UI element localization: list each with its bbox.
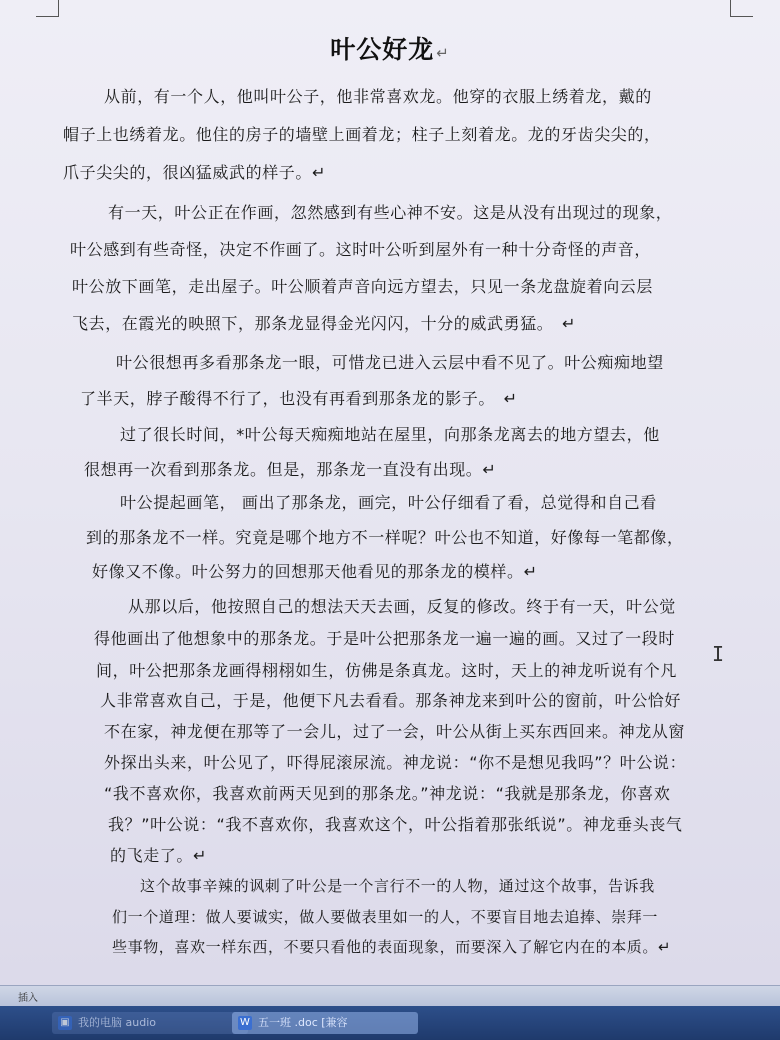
i-beam-cursor-icon: I [712, 642, 725, 666]
text-line[interactable]: 了半天，脖子酸得不行了，也没有再看到那条龙的影子。 ↵ [80, 389, 518, 408]
text-line[interactable]: 飞去，在霞光的映照下，那条龙显得金光闪闪，十分的威武勇猛。 ↵ [72, 314, 577, 333]
text-line[interactable]: 叶公很想再多看那条龙一眼，可惜龙已进入云层中看不见了。叶公痴痴地望 [116, 353, 664, 372]
text-line[interactable]: 叶公感到有些奇怪，决定不作画了。这时叶公听到屋外有一种十分奇怪的声音， [70, 240, 652, 259]
taskbar-item-label: 五一班 .doc [兼容 [258, 1016, 348, 1029]
text-line[interactable]: 们一个道理：做人要诚实，做人要做表里如一的人，不要盲目地去追捧、崇拜一 [112, 908, 659, 926]
taskbar-item-word-document[interactable] [232, 1012, 418, 1034]
word-document-icon: W [238, 1016, 252, 1030]
text-line[interactable]: 外探出头来，叶公见了，吓得屁滚尿流。神龙说：“你不是想见我吗”？叶公说： [104, 753, 687, 772]
text-line[interactable]: 爪子尖尖的，很凶猛威武的样子。↵ [63, 163, 327, 182]
text-line[interactable]: 过了很长时间，*叶公每天痴痴地站在屋里，向那条龙离去的地方望去，他 [120, 425, 660, 444]
folder-icon: ▣ [58, 1016, 72, 1030]
text-line[interactable]: 有一天，叶公正在作画，忽然感到有些心神不安。这是从没有出现过的现象， [108, 203, 673, 222]
text-line[interactable]: 不在家，神龙便在那等了一会儿，过了一会，叶公从街上买东西回来。神龙从窗 [104, 722, 686, 741]
text-line[interactable]: 帽子上也绣着龙。他住的房子的墙壁上画着龙；柱子上刻着龙。龙的牙齿尖尖的， [63, 125, 661, 144]
paragraph-mark: ↵ [436, 44, 450, 62]
text-line[interactable]: 从那以后，他按照自己的想法天天去画，反复的修改。终于有一天，叶公觉 [128, 597, 676, 616]
text-line[interactable]: 这个故事辛辣的讽刺了叶公是一个言行不一的人物，通过这个故事，告诉我 [140, 877, 655, 895]
taskbar-item-my-computer[interactable] [52, 1012, 248, 1034]
insert-mode-indicator[interactable]: 插入 [18, 993, 38, 1004]
margin-corner-mark-left [36, 0, 59, 17]
taskbar [0, 1006, 780, 1040]
margin-corner-mark-right [730, 0, 753, 17]
text-line[interactable]: 叶公放下画笔，走出屋子。叶公顺着声音向远方望去，只见一条龙盘旋着向云层 [72, 277, 654, 296]
text-line[interactable]: 些事物，喜欢一样东西，不要只看他的表面现象，而要深入了解它内在的本质。↵ [112, 938, 672, 956]
text-line[interactable]: 人非常喜欢自己，于是，他便下凡去看看。那条神龙来到叶公的窗前，叶公恰好 [100, 691, 682, 710]
text-line[interactable]: 到的那条龙不一样。究竟是哪个地方不一样呢？叶公也不知道，好像每一笔都像， [86, 528, 684, 547]
document-title-text[interactable]: 叶公好龙 [330, 35, 435, 64]
taskbar-item-label: 我的电脑 audio [78, 1016, 156, 1029]
text-line[interactable]: 叶公提起画笔， 画出了那条龙，画完，叶公仔细看了看，总觉得和自己看 [120, 493, 657, 512]
text-line[interactable]: 的飞走了。↵ [110, 846, 208, 865]
text-line[interactable]: “我不喜欢你，我喜欢前两天见到的那条龙。”神龙说：“我就是那条龙，你喜欢 [104, 784, 671, 803]
document-title[interactable] [0, 30, 780, 66]
text-line[interactable]: 好像又不像。叶公努力的回想那天他看见的那条龙的模样。↵ [92, 562, 538, 581]
text-line[interactable]: 从前，有一个人，他叫叶公子，他非常喜欢龙。他穿的衣服上绣着龙，戴的 [104, 87, 652, 106]
text-line[interactable]: 很想再一次看到那条龙。但是，那条龙一直没有出现。↵ [84, 460, 497, 479]
text-line[interactable]: 得他画出了他想象中的那条龙。于是叶公把那条龙一遍一遍的画。又过了一段时 [94, 629, 676, 648]
text-line[interactable]: 我？”叶公说：“我不喜欢你，我喜欢这个，叶公指着那张纸说”。神龙垂头丧气 [108, 815, 683, 834]
text-line[interactable]: 间，叶公把那条龙画得栩栩如生，仿佛是条真龙。这时，天上的神龙听说有个凡 [96, 661, 678, 680]
status-bar [0, 985, 780, 1006]
